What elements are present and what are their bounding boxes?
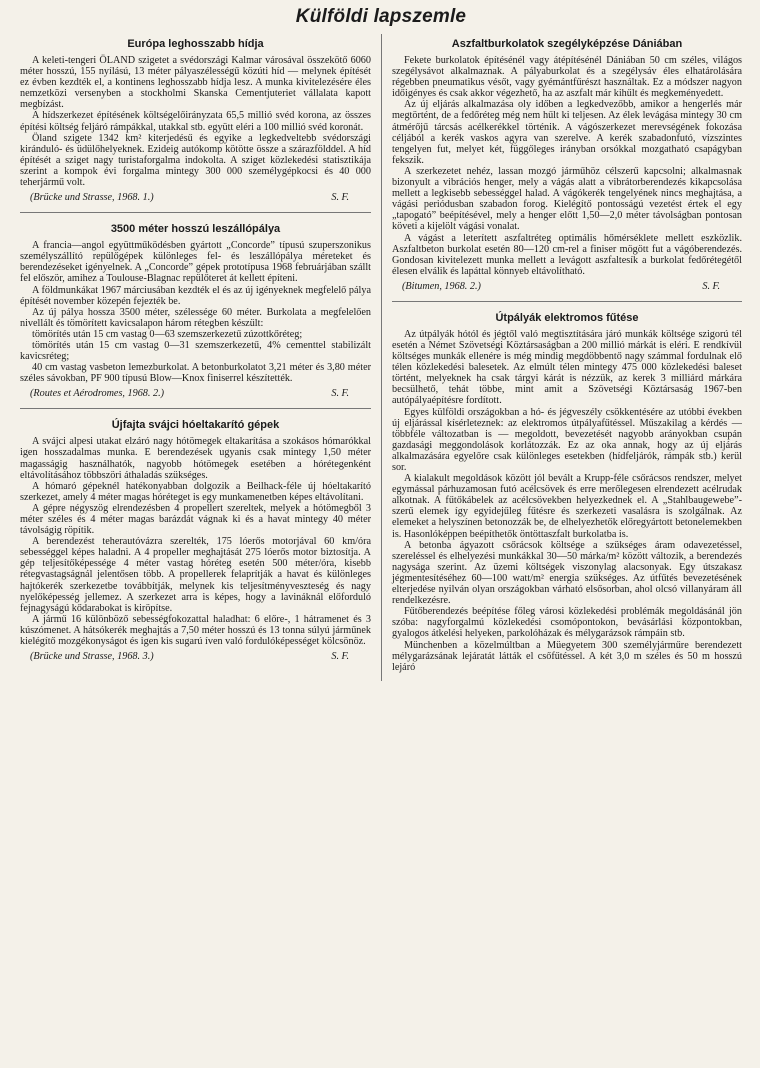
source-citation: (Bitumen, 1968. 2.) — [402, 280, 481, 292]
author-initials: S. F. — [702, 280, 720, 292]
source-citation: (Routes et Aérodromes, 1968. 2.) — [30, 388, 165, 400]
article-heading: 3500 méter hosszú leszállópálya — [110, 223, 281, 236]
article-heading: Újfajta svájci hóeltakarító gépek — [111, 419, 280, 432]
layer-item: 40 cm vastag vasbeton lemezburkolat. A betonburkolatot 3,21 méter és 3,80 méter széles sávokban, PF 900 típusú Blow—Knox finiserrel készítették. — [20, 362, 371, 385]
layer-item: tömörítés után 15 cm vastag 0—31 szemszerkezetű, 4% cementtel stabilizált kavicsréteg; — [20, 339, 371, 363]
article-paragraph: A keleti-tengeri ÖLAND szigetet a svédországi Kalmar városával összekötő 6060 méter hosszú, 155 nyílású, 13 méter pályaszélességű közúti híd — melynek építését ez évben kezdték el, a kontinens leghosszabb hídja lesz. A munka kivitelezésére éles nemzetközi versenyben a stockholmi Skanska Cementjuteriet vállalata kapott megbízást. — [20, 55, 371, 111]
article-bridge — [20, 38, 371, 204]
article-heading: Európa leghosszabb hídja — [127, 38, 264, 50]
article-paragraph: Münchenben a közelmúltban a Müegyetem 300 személyjárműre berendezett mélygarázsának lejáratát látták el csőfűtéssel. A két 3,0 m széles és 50 m hosszú lejáró — [392, 639, 742, 673]
article-paragraph: A szerkezetet nehéz, lassan mozgó járműhöz célszerű kapcsolni; alkalmasnak bizonyult a vibrációs henger, mely a vágás alatt a vibrátorberendezés kikapcsolása mellett a legkisebb sebességgel halad. A vágókerék tengelyének nincs meghajtása, a vágási periódusban szabadon forog. Kielégítő pontosságú vezetést értek el egy „tapogató” beépítésével, mely a henger előtt 1,50—2,0 méter távolságban pontosan követi a kijelölt vágási vonalat. — [392, 165, 742, 233]
article-paragraph: Fekete burkolatok építésénél vagy átépítésénél Dániában 50 cm széles, világos szegélysávot alkalmaznak. A pályaburkolat és a szegélysáv éles elhatárolására régebben pneumatikus vésőt, vagy gyémántfűrészt használtak. Ez a módszer nagyon időigényes és csak akkor végezhető, ha az aszfalt már kihűlt és megkeményedett. — [392, 55, 742, 100]
article-paragraph: A földmunkákat 1967 márciusában kezdték el és az új igényeknek megfelelő pálya építését november közepén fejezték be. — [20, 284, 371, 307]
article-heading: Útpályák elektromos fűtése — [495, 311, 639, 324]
article-source-line — [30, 651, 349, 663]
article-source-line — [402, 281, 720, 293]
article-paragraph: A jármű 16 különböző sebességfokozattal haladhat: 6 előre-, 1 hátramenet és 3 kúszómenet. A hátsókerék meghajtás a 7,50 méter hosszú és 13 tonna súlyú járműnek kielégítő mozgékonyságot és igen kis sugarú íven való fordulóképességet kölcsönöz. — [20, 613, 371, 648]
article-paragraph: A vágást a leterített aszfaltréteg optimális hőmérséklete mellett eszközlik. Aszfaltbeton burkolat esetén 80—120 cm-rel a finiser mögött fut a vágóberendezés. Gondosan kivitelezett munka mellett a levágott aszfaltesík a burkolat fedőrétegétől élesen elválik és lapáttal könnyeb eltávolítható. — [392, 232, 742, 277]
article-paragraph: A betonba ágyazott csőrácsok költsége a szükséges áram odavezetéssel, szereléssel és elhelyezési munkákkal 30—50 márka/m² között változik, a berendezés nagysága szerint. Az üzemi költségek viszonylag alacsonyak. Egy útszakasz jégmentesítéséhez 60—100 watt/m² energia szükséges. Az útfűtés bevezetésének elterjedése nyilván olyan országokban várható elsősorban, ahol olcsó villanyáram áll rendelkezésre. — [392, 539, 742, 607]
right-column — [381, 34, 748, 681]
article-paragraph: A kialakult megoldások között jól bevált a Krupp-féle csőrácsos rendszer, melyet egymással párhuzamosan futó acélcsövek és erre merőlegesen elrendezett acélrudak alkotnak. A fűtőkábelek az acélcsövekben helyezkednek el. A „Stahlbaugewebe”-szerű elemek így egyidejűleg fűtésre és szerkezeti vasalásra is szolgálnak. Az elemeket a helyszínen betonozzák be, de elhelyezhetők előregyártott betonelemekben is. Hasonlóképpen beépíthetők öntöttaszfalt burkolatba is. — [392, 473, 742, 540]
article-runway — [20, 212, 371, 400]
article-road-heating — [392, 301, 742, 673]
author-initials: S. F. — [331, 651, 349, 663]
article-paragraph: Az új pálya hossza 3500 méter, szélessége 60 méter. Burkolata a megfelelően nivellált és tömörített kavicsalapon három rétegben készült: — [20, 306, 371, 329]
source-citation: (Brücke und Strasse, 1968. 3.) — [30, 651, 154, 663]
article-paragraph: A gépre négyszög elrendezésben 4 propellert szereltek, melyek a hótömegből 3 méter széles és 4 méter magas barázdát vágnak ki és a havat mintegy 40 méter távolságig röpítik. — [20, 502, 371, 537]
article-paragraph: Fűtőberendezés beépítése főleg városi közlekedési problémák megoldásánál jön szóba: nagyforgalmú közlekedési csomópontokon, bevásárlási központokban, gyalogos átkelési helyeken, parkolóházak és mélygarázsok rámpáin stb. — [392, 606, 742, 640]
page-title: Külföldi lapszemle — [295, 6, 467, 27]
article-paragraph: A berendezést teherautóvázra szerelték, 175 lóerős motorjával 60 km/óra sebességgel képes haladni. A 4 propeller meghajtását 275 lóerős motor biztosítja. A gép teljesítőképessége 4 méter vastag hóréteg esetén 500 méter/óra, kisebb rétegvastagságnál jelentősen több. A propellerek felaprítják a havat és különleges hajtókerék szerkezetbe továbbítják, melynek kis teljesítményveszteség és nagy nyelőképesség jellemez. A szerkezet arra is képes, hogy a lavináknál előforduló fejnagyságú kődarabokat is kiröpítse. — [20, 536, 371, 614]
article-asphalt-edging — [392, 38, 742, 293]
article-heading: Aszfaltburkolatok szegélyképzése Dániában — [451, 38, 683, 50]
left-column — [14, 34, 381, 681]
author-initials: S. F. — [331, 192, 349, 204]
article-paragraph: A hómaró gépeknél hatékonyabban dolgozik a Beilhack-féle új hóeltakarító szerkezet, amely 4 méter magas hóréteget is egy munkamenetben képes eltávolítani. — [20, 480, 371, 503]
two-column-layout — [14, 34, 748, 681]
article-paragraph: A hídszerkezet építésének költségelőirányzata 65,5 millió svéd korona, az összes építési költség feljáró rámpákkal, utakkal stb. együtt eléri a 100 millió svéd koronát. — [20, 110, 371, 133]
article-source-line — [30, 388, 349, 400]
article-paragraph: Az útpályák hótól és jégtől való megtisztítására járó munkák költsége szigorú tél esetén a Német Szövetségi Köztársaságban a 200 millió márkát is eléri. E rendkívül költséges munkák ellenére is még mindig megdöbbentő nagy számmal fordulnak elő télen közlekedési balesetek. Az elmúlt télen mintegy 475 000 közlekedési baleset történt, melyeknek ha csak tárgyi kárát is nézzük, az kerek 3 milliárd márkára becsülhető, tehát többe, mint amit a Szövetségi Köztársaság 1967-ben autópályaépítésre fordított. — [392, 328, 742, 407]
article-source-line — [30, 192, 349, 204]
article-paragraph: Egyes külföldi országokban a hó- és jégveszély csökkentésére az utóbbi években új eljárással kísérleteznek: az elektromos útpályafűtéssel. Műszakilag a kérdés — többféle változatban is — megoldott, bevezetését nagyobb arányokban csupán gazdasági meggondolások korlátozzák. Ez az oka annak, hogy az új eljárás alkalmazására egyelőre csak különleges esetekben (hídfeljárók, rámpák stb.) kerül sor. — [392, 406, 742, 473]
article-paragraph: Öland szigete 1342 km² kiterjedésű és egyike a legkedveltebb svédországi kiránduló- és üdülőhelyeknek. Ezideig autókomp kötötte össze a szárazfölddel. A híd építését a sziget nagy turistaforgalma indokolta. A sziget közlekedési statisztikája szerint a kompok évi forgalma mintegy 300 000 személygépkocsi és 40 000 teherjármű volt. — [20, 132, 371, 189]
source-citation: (Brücke und Strasse, 1968. 1.) — [30, 192, 154, 204]
article-paragraph: A svájci alpesi utakat elzáró nagy hótömegek eltakarítása a szokásos hómarókkal igen hosszadalmas munka. E berendezések ugyanis csak mintegy 1,50 méter magasságig használhatók, nagyobb hótömegek esetében a hórétegenként eltávolításához többszöri áthaladás szükséges. — [20, 436, 371, 481]
article-snow-clearing — [20, 408, 371, 663]
layer-item: tömörítés után 15 cm vastag 0—63 szemszerkezetű zúzottkőréteg; — [32, 328, 303, 340]
author-initials: S. F. — [331, 388, 349, 400]
article-paragraph: Az új eljárás alkalmazása oly időben a legkedvezőbb, amikor a hengerlés már megtörtént, de a fedőréteg még nem hűlt ki teljesen. Az élek levágása mintegy 30 cm átmérőjű tárcsás acélkerékkel történik. A vágószerkezet merevségének fokozása céljából a kerék vaskos agyra van szerelve. A kerék szabadonfutó, vízszintes tengelyen fut, melyet két, függőleges irányban orsókkal mozgatható csapágyban fekszik. — [392, 99, 742, 166]
article-paragraph: A francia—angol együttműködésben gyártott „Concorde” típusú szuperszonikus személyszállító repülőgépek különleges fel- és leszállópálya méreteket és berendezéseket igényelnek. A „Concorde” gépek prototípusa 1968 februárjában szállt fel először, amihez a Toulouse-Blagnac repülőteret át kellett építeni. — [20, 240, 371, 285]
